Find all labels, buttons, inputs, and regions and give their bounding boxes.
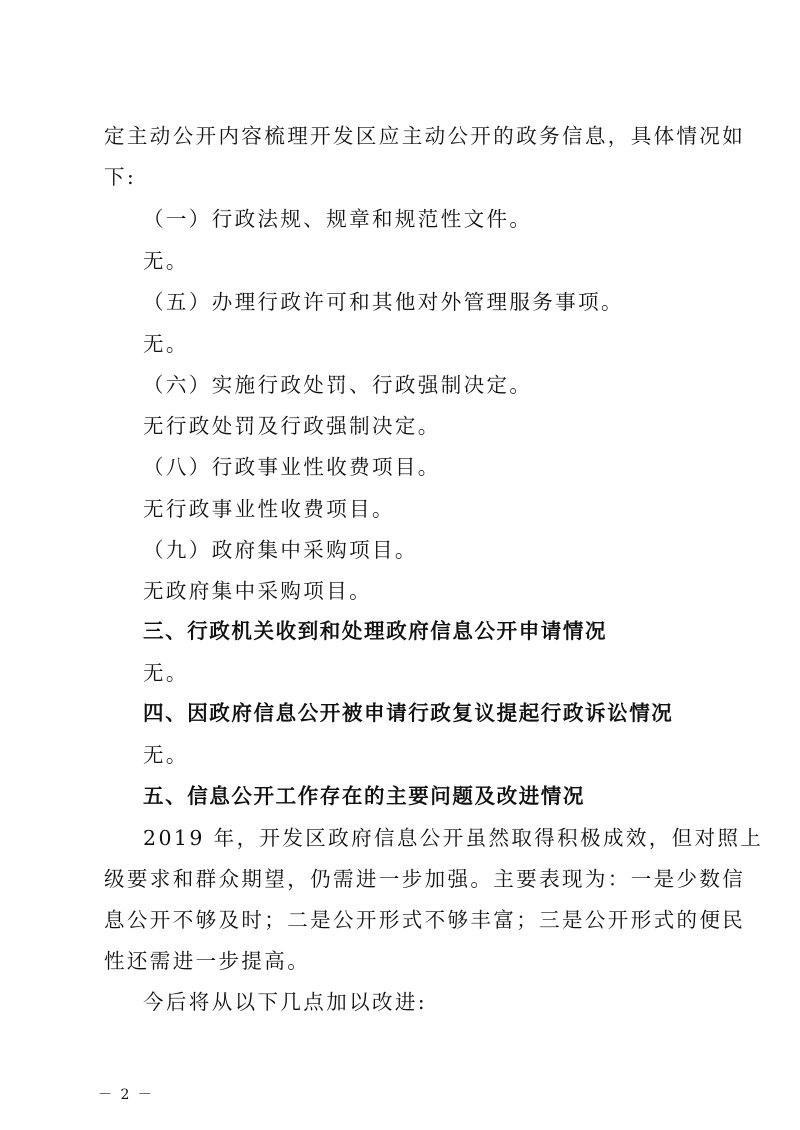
paragraph-line: 无。	[143, 661, 189, 685]
section-heading: 三、行政机关收到和处理政府信息公开申请情况	[143, 619, 608, 643]
subsection-heading: （六）实施行政处罚、行政强制决定。	[143, 373, 533, 397]
paragraph-line: 级要求和群众期望，仍需进一步加强。主要表现为：一是少数信	[104, 867, 746, 891]
subsection-heading: （一）行政法规、规章和规范性文件。	[143, 207, 533, 231]
paragraph-line: 性还需进一步提高。	[104, 949, 311, 973]
paragraph-line: 今后将从以下几点加以改进:	[143, 990, 428, 1014]
paragraph-line: 无。	[143, 743, 189, 767]
subsection-heading: （五）办理行政许可和其他对外管理服务事项。	[143, 290, 624, 314]
paragraph-line: 息公开不够及时；二是公开形式不够丰富；三是公开形式的便民	[104, 908, 746, 932]
section-heading: 五、信息公开工作存在的主要问题及改进情况	[143, 784, 585, 808]
paragraph-line: 无行政事业性收费项目。	[143, 497, 395, 521]
section-heading: 四、因政府信息公开被申请行政复议提起行政诉讼情况	[143, 701, 674, 725]
page-number: － 2 －	[98, 1087, 154, 1103]
paragraph-line: 无。	[143, 249, 189, 273]
paragraph-line: 定主动公开内容梳理开发区应主动公开的政务信息，具体情况如	[104, 124, 746, 148]
paragraph-line: 无政府集中采购项目。	[143, 579, 372, 603]
paragraph-line: 无行政处罚及行政强制决定。	[143, 414, 441, 438]
subsection-heading: （八）行政事业性收费项目。	[143, 455, 441, 479]
paragraph-line: 下:	[104, 165, 137, 189]
paragraph-line: 无。	[143, 332, 189, 356]
paragraph-line: 2019 年，开发区政府信息公开虽然取得积极成效，但对照上	[143, 826, 764, 850]
subsection-heading: （九）政府集中采购项目。	[143, 538, 418, 562]
